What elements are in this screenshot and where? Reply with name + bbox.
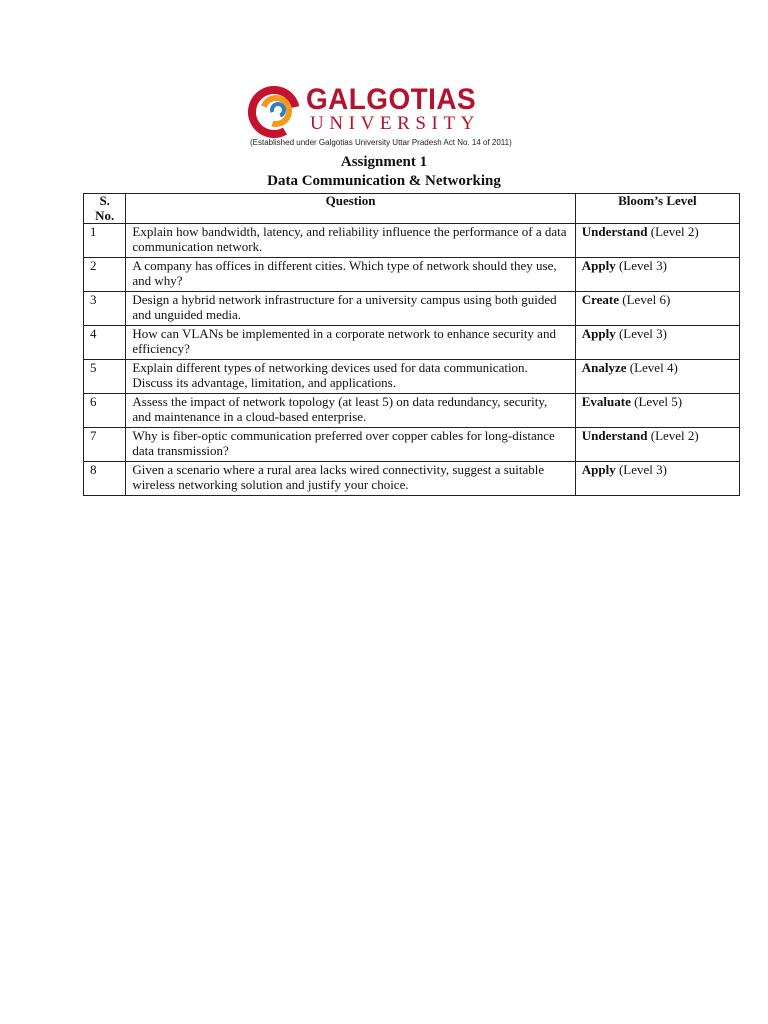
subject-title: Data Communication & Networking: [267, 173, 501, 189]
table-row: [84, 258, 740, 292]
assignment-title: Assignment 1: [340, 154, 428, 170]
row-question: A company has offices in different cities. Which type of network should they use, and why?: [126, 258, 575, 292]
bloom-level-number: (Level 4): [626, 360, 678, 376]
row-question: Explain different types of networking devices used for data communication. Discuss its advantage, limitation, and applications.: [126, 360, 575, 394]
row-question: Design a hybrid network infrastructure for a university campus using both guided and unguided media.: [126, 292, 575, 326]
row-bloom-level: [575, 292, 739, 326]
table-row: [84, 292, 740, 326]
brand-subtitle: UNIVERSITY: [310, 113, 480, 134]
bloom-level-name: Understand: [581, 428, 648, 444]
row-sno: 7: [84, 428, 126, 462]
table-row: [84, 360, 740, 394]
row-bloom-level: [575, 224, 739, 258]
questions-table: [83, 193, 740, 496]
row-sno: 1: [84, 224, 126, 258]
bloom-level-name: Evaluate: [581, 394, 631, 410]
table-row: [84, 326, 740, 360]
row-question: Assess the impact of network topology (at least 5) on data redundancy, security, and maintenance in a cloud-based enterprise.: [126, 394, 575, 428]
row-bloom-level: [575, 462, 739, 496]
bloom-level-name: Create: [581, 292, 620, 308]
galgotias-logo-icon: [248, 86, 300, 138]
row-bloom-level: [575, 326, 739, 360]
table-row: [84, 224, 740, 258]
bloom-level-number: (Level 2): [647, 428, 699, 444]
table-header-row: [84, 194, 740, 224]
row-question: Given a scenario where a rural area lacks wired connectivity, suggest a suitable wireless networking solution and justify your choice.: [126, 462, 575, 496]
bloom-level-name: Apply: [581, 258, 616, 274]
bloom-level-name: Understand: [581, 224, 648, 240]
university-logo: [248, 84, 528, 150]
establishment-note: (Established under Galgotias University Uttar Pradesh Act No. 14 of 2011): [250, 138, 512, 147]
row-bloom-level: [575, 428, 739, 462]
row-question: Explain how bandwidth, latency, and reliability influence the performance of a data communication network.: [126, 224, 575, 258]
header-bloom-level: Bloom’s Level: [575, 194, 739, 224]
header-sno: S. No.: [84, 194, 126, 224]
bloom-level-number: (Level 6): [619, 292, 671, 308]
bloom-level-name: Analyze: [581, 360, 627, 376]
bloom-level-number: (Level 3): [615, 326, 667, 342]
row-sno: 4: [84, 326, 126, 360]
bloom-level-number: (Level 3): [615, 258, 667, 274]
row-sno: 2: [84, 258, 126, 292]
bloom-level-number: (Level 3): [615, 462, 667, 478]
row-sno: 5: [84, 360, 126, 394]
row-bloom-level: [575, 360, 739, 394]
table-row: [84, 428, 740, 462]
brand-name: GALGOTIAS: [306, 83, 477, 116]
table-row: [84, 394, 740, 428]
table-row: [84, 462, 740, 496]
row-bloom-level: [575, 258, 739, 292]
bloom-level-number: (Level 2): [647, 224, 699, 240]
header-question: Question: [126, 194, 575, 224]
row-sno: 6: [84, 394, 126, 428]
bloom-level-name: Apply: [581, 326, 616, 342]
bloom-level-number: (Level 5): [630, 394, 683, 410]
row-sno: 8: [84, 462, 126, 496]
row-bloom-level: [575, 394, 739, 428]
row-sno: 3: [84, 292, 126, 326]
bloom-level-name: Apply: [581, 462, 616, 478]
row-question: How can VLANs be implemented in a corporate network to enhance security and efficiency?: [126, 326, 575, 360]
row-question: Why is fiber-optic communication preferred over copper cables for long-distance data transmission?: [126, 428, 575, 462]
